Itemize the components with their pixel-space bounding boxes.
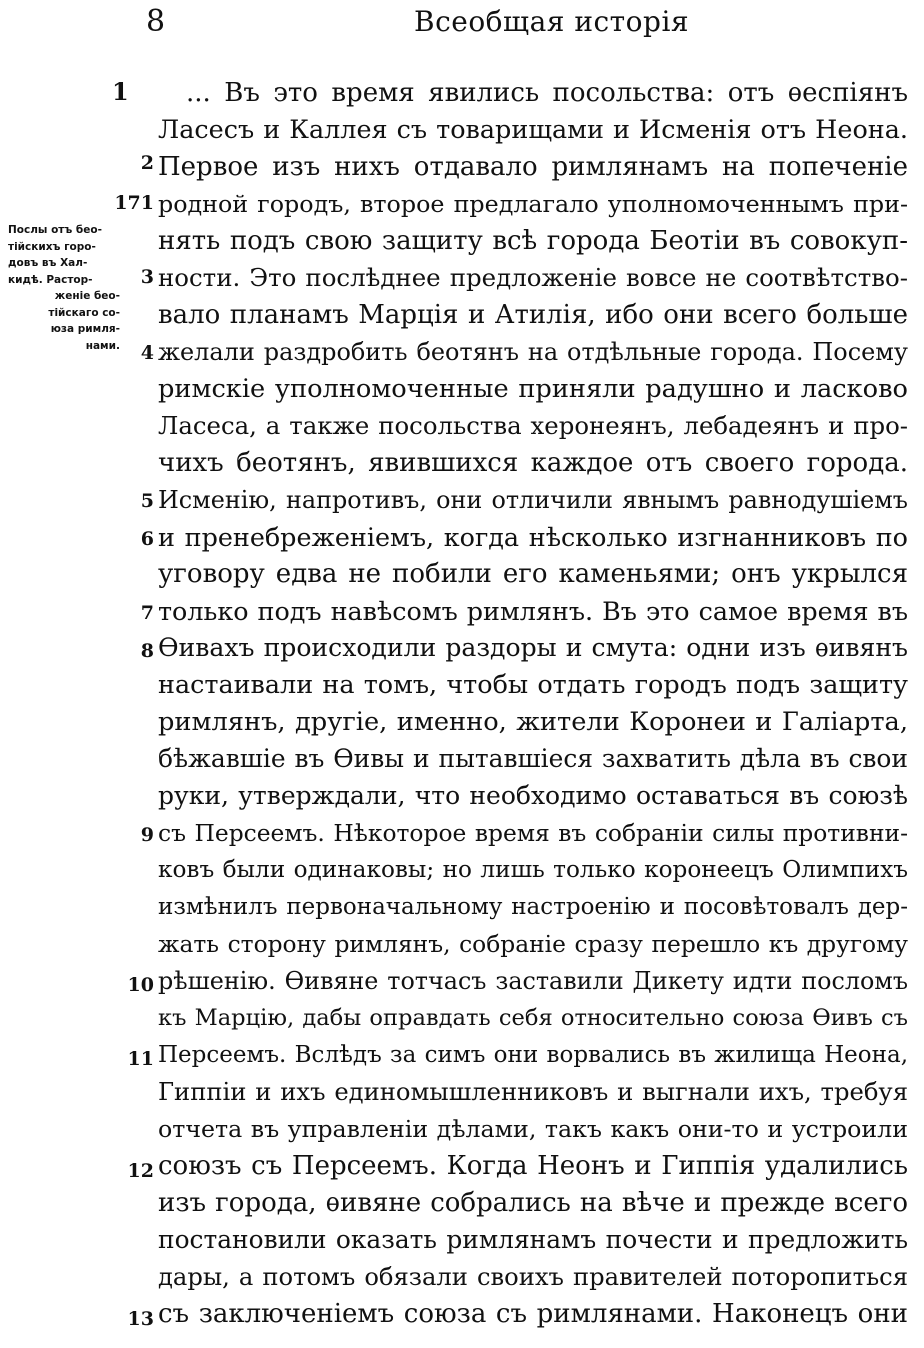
text-line: нять подъ свою защиту всѣ города Беотіи въ совокуп-	[158, 226, 908, 256]
text-line: настаивали на томъ, чтобы отдать городъ подъ защиту	[158, 670, 908, 700]
section-number: 11	[127, 1048, 154, 1070]
text-line: руки, утверждали, что необходимо оставаться въ союзѣ	[158, 781, 908, 810]
text-line: родной городъ, второе предлагало уполномоченнымъ при-	[158, 190, 908, 218]
text-line: римскіе уполномоченные приняли радушно и ласково	[158, 374, 908, 404]
section-number: 8	[140, 640, 154, 662]
text-line: вало планамъ Марція и Атилія, ибо они всего больше	[158, 300, 908, 330]
text-line: Первое изъ нихъ отдавало римлянамъ на попеченіе	[158, 152, 908, 182]
margin-note-line: довъ въ Хал-	[8, 257, 88, 269]
text-line: уговору едва не побили его каменьями; онъ укрылся	[158, 559, 908, 589]
text-line: съ Персеемъ. Нѣкоторое время въ собраніи силы противни-	[158, 819, 908, 847]
text-line: жать сторону римлянъ, собраніе сразу перешло къ другому	[158, 930, 908, 958]
section-number: 10	[127, 974, 154, 996]
text-line: постановили оказать римлянамъ почести и предложить	[158, 1225, 908, 1254]
section-number: 7	[140, 602, 154, 624]
section-number: 3	[140, 266, 154, 288]
text-line: изъ города, ѳивяне собрались на вѣче и прежде всего	[158, 1188, 908, 1218]
margin-note-line: кидѣ. Растор-	[8, 273, 93, 286]
section-number: 2	[140, 152, 154, 174]
text-line: съ заключеніемъ союза съ римлянами. Наконецъ они	[158, 1299, 908, 1329]
text-line: Гиппіи и ихъ единомышленниковъ и выгнали ихъ, требуя	[158, 1077, 908, 1106]
section-number: 12	[127, 1160, 154, 1182]
running-head: Всеобщая исторія	[414, 5, 690, 38]
text-line: ковъ были одинаковы; но лишь только коронеецъ Олимпихъ	[158, 857, 908, 883]
text-line: желали раздробить беотянъ на отдѣльные города. Посему	[158, 338, 908, 366]
page-number: 8	[146, 4, 166, 39]
text-line: союзъ съ Персеемъ. Когда Неонъ и Гиппія удалились	[158, 1151, 908, 1181]
text-line: Персеемъ. Вслѣдъ за симъ они ворвались въ жилища Неона,	[158, 1042, 908, 1068]
margin-note-line: тійскихъ горо-	[8, 240, 96, 253]
margin-note-line: юза римля-	[50, 323, 120, 335]
text-line: Ласесъ и Каллея съ товарищами и Исменія отъ Неона.	[158, 115, 908, 145]
section-number: 13	[127, 1308, 154, 1330]
text-line: ности. Это послѣднее предложеніе вовсе не соотвѣтство-	[158, 263, 908, 292]
text-line: чихъ беотянъ, явившихся каждое отъ своего города.	[158, 448, 908, 478]
text-line: и пренебреженіемъ, когда нѣсколько изгнанниковъ по	[158, 522, 908, 552]
text-line: измѣнилъ первоначальному настроенію и посовѣтовалъ дер-	[158, 894, 908, 920]
text-line: Ласеса, а также посольства херонеянъ, лебадеянъ и про-	[158, 411, 908, 440]
section-number: 6	[140, 528, 154, 550]
margin-note-line: нами.	[85, 339, 120, 352]
section-number: 9	[140, 824, 154, 846]
text-line: бѣжавшіе въ Ѳивы и пытавшіеся захватить дѣла въ свои	[158, 744, 908, 773]
text-line: только подъ навѣсомъ римлянъ. Въ это самое время въ	[158, 596, 908, 626]
text-line: отчета въ управленіи дѣлами, такъ какъ они-то и устроили	[158, 1115, 908, 1143]
chapter-number: 171	[114, 192, 154, 214]
text-line: рѣшенію. Ѳивяне тотчасъ заставили Дикету идти посломъ	[158, 967, 908, 995]
margin-note-line: женіе бео-	[54, 290, 120, 302]
margin-note	[8, 222, 120, 354]
text-line: ... Въ это время явились посольства: отъ ѳеспіянъ	[186, 78, 908, 108]
section-number: 1	[112, 77, 129, 106]
margin-note-line: Послы отъ бео-	[8, 224, 102, 236]
section-number: 4	[140, 342, 154, 364]
text-line: Ѳивахъ происходили раздоры и смута: одни изъ ѳивянъ	[158, 633, 908, 662]
text-line: къ Марцію, дабы оправдать себя относительно союза Ѳивъ съ	[158, 1005, 908, 1031]
text-line: римлянъ, другіе, именно, жители Коронеи и Галіарта,	[158, 707, 908, 737]
text-line: дары, а потомъ обязали своихъ правителей поторопиться	[158, 1263, 908, 1291]
text-line: Исменію, напротивъ, они отличили явнымъ равнодушіемъ	[158, 486, 908, 514]
margin-note-line: тійскаго со-	[48, 306, 120, 319]
section-number: 5	[140, 490, 154, 512]
